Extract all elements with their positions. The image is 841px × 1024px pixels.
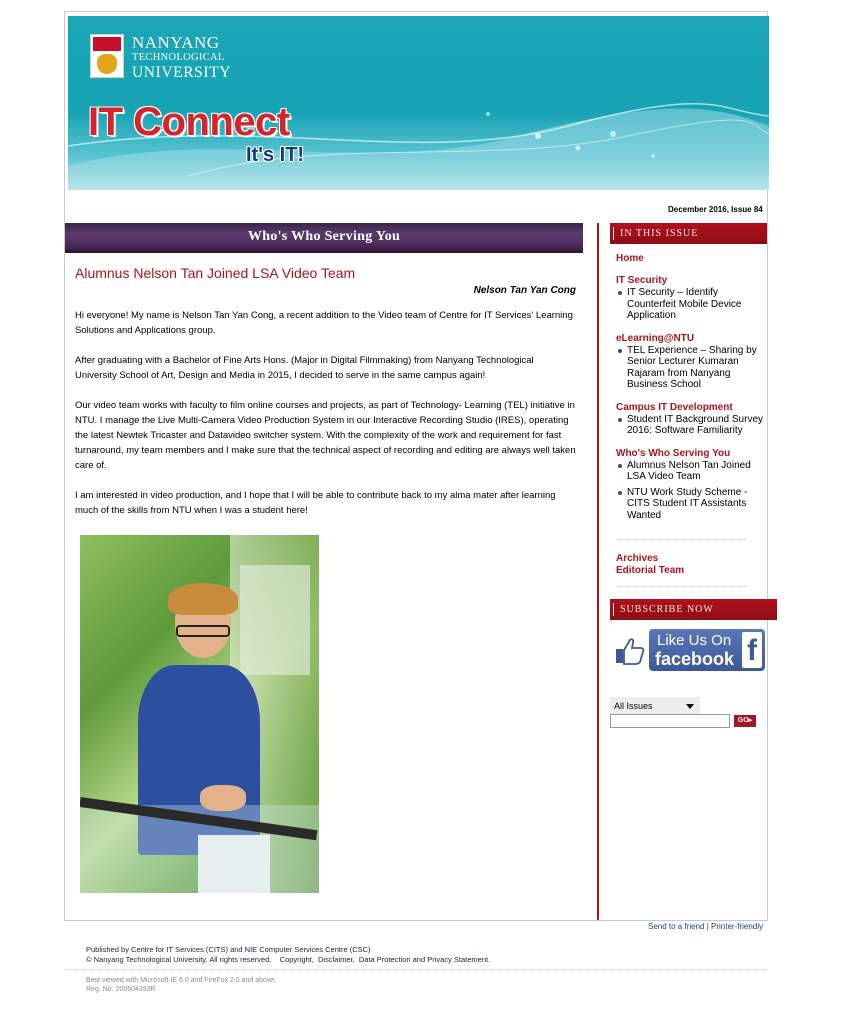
article-title: Alumnus Nelson Tan Joined LSA Video Team	[75, 265, 356, 281]
sidebar-extra-links	[616, 553, 767, 577]
sidebar-category-campus-it	[616, 402, 767, 437]
sidebar-article-link[interactable]: Alumnus Nelson Tan Joined LSA Video Team	[616, 460, 767, 483]
sidebar-article-link[interactable]: Student IT Background Survey 2016: Software Familiarity	[616, 414, 767, 437]
editorial-team-link[interactable]: Editorial Team	[616, 565, 685, 576]
chevron-down-icon	[686, 704, 694, 709]
category-title[interactable]: eLearning@NTU	[616, 332, 695, 344]
article-paragraph: Hi everyone! My name is Nelson Tan Yan Cong, a recent addition to the Video team of Centre for IT Services' Learning Solutions and Applications group.	[75, 310, 573, 336]
header-banner	[68, 16, 769, 190]
thumbs-up-icon	[615, 637, 645, 665]
publisher-info	[86, 945, 490, 965]
sidebar-article-link[interactable]: IT Security – Identify Counterfeit Mobile Device Application	[616, 287, 767, 322]
published-by-text: Published by Centre for IT Services (CITS) and NIE Computer Services Centre (CSC)	[86, 945, 371, 954]
sidebar-separator	[616, 539, 747, 540]
registration-number: Reg. No. 200604393R	[86, 986, 156, 993]
ntu-logo[interactable]	[90, 34, 230, 82]
profile-photo	[80, 535, 319, 893]
facebook-like-text: Like Us On	[657, 632, 732, 649]
sidebar-article-link[interactable]: NTU Work Study Scheme - CITS Student IT Assistants Wanted	[616, 487, 767, 522]
sidebar-category-it-security	[616, 275, 767, 322]
article-paragraph: I am interested in video production, and I hope that I will be able to contribute back to my alma mater after learning much of the skills from NTU when I was a student here!	[75, 490, 556, 516]
ntu-wordmark	[132, 34, 231, 80]
facebook-badge	[649, 629, 765, 671]
send-to-friend-link[interactable]: Send to a friend	[648, 922, 705, 931]
brand-tagline: It's IT!	[246, 144, 305, 166]
go-button[interactable]: GO▸	[734, 715, 756, 727]
browser-note	[86, 976, 276, 994]
brand-title: IT Connect	[88, 100, 290, 144]
sidebar-article-link[interactable]: TEL Experience – Sharing by Senior Lecturer Kumaran Rajaram from Nanyang Business School	[616, 345, 767, 391]
printer-friendly-link[interactable]: Printer-friendly	[711, 922, 764, 931]
ntu-wordmark-line3: UNIVERSITY	[132, 63, 231, 81]
category-title[interactable]: IT Security	[616, 275, 668, 286]
subscribe-now-header: SUBSCRIBE NOW	[610, 599, 777, 620]
category-title[interactable]: Who's Who Serving You	[616, 447, 731, 459]
section-banner: Who's Who Serving You	[65, 223, 583, 253]
ntu-wordmark-line1: NANYANG	[132, 33, 220, 52]
sidebar-category-elearning	[616, 333, 767, 391]
article-byline: Nelson Tan Yan Cong	[473, 285, 576, 296]
sidebar-separator	[616, 586, 747, 587]
archives-link[interactable]: Archives	[616, 553, 659, 564]
sidebar-divider	[597, 223, 599, 920]
sidebar-category-whos-who	[616, 448, 767, 522]
article	[64, 253, 584, 518]
facebook-like-button[interactable]	[615, 629, 765, 671]
footer-divider	[64, 969, 768, 970]
issue-label: December 2016, Issue 84	[668, 205, 763, 214]
article-paragraph: Our video team works with faculty to film online courses and projects, as part of Technology- Learning (TEL) initiative in NTU. I manage the Live Multi-Camera Video Production System in our Interactive Recording Studio (IRES), operating the latest Newtek Tricaster and Datavideo switcher system. With the complexity of the work and requirement for fast turnaround, my team members and I make sure that the technical aspect of recording and editing are always well taken care of.	[75, 400, 576, 471]
search-input[interactable]	[610, 714, 730, 728]
footer-links	[648, 922, 763, 931]
sidebar-home-link[interactable]: Home	[616, 253, 644, 264]
facebook-wordmark: facebook	[655, 649, 735, 669]
article-paragraph: After graduating with a Bachelor of Fine Arts Hons. (Major in Digital Filmmaking) from Nanyang Technological University School of Art, Design and Media in 2015, I decided to serve in the same campus again!	[75, 355, 534, 381]
footer-link-separator: |	[704, 922, 712, 931]
copyright-text: © Nanyang Technological University. All rights reserved. Copyright, Disclaimer, Data Protection and Privacy Statement.	[86, 955, 491, 964]
browser-note-text: Best viewed with Microsoft IE 6.0 and FireFox 2.0 and above.	[86, 977, 277, 984]
category-title[interactable]: Campus IT Development	[616, 401, 733, 413]
issue-select-value: All Issues	[614, 701, 653, 711]
ntu-wordmark-line2: TECHNOLOGICAL	[132, 52, 225, 63]
facebook-icon: f	[742, 632, 762, 668]
sidebar	[610, 223, 767, 724]
ntu-crest-icon	[90, 34, 124, 78]
main-content	[64, 223, 584, 533]
in-this-issue-header: IN THIS ISSUE	[610, 223, 767, 244]
issue-select[interactable]	[610, 697, 700, 715]
